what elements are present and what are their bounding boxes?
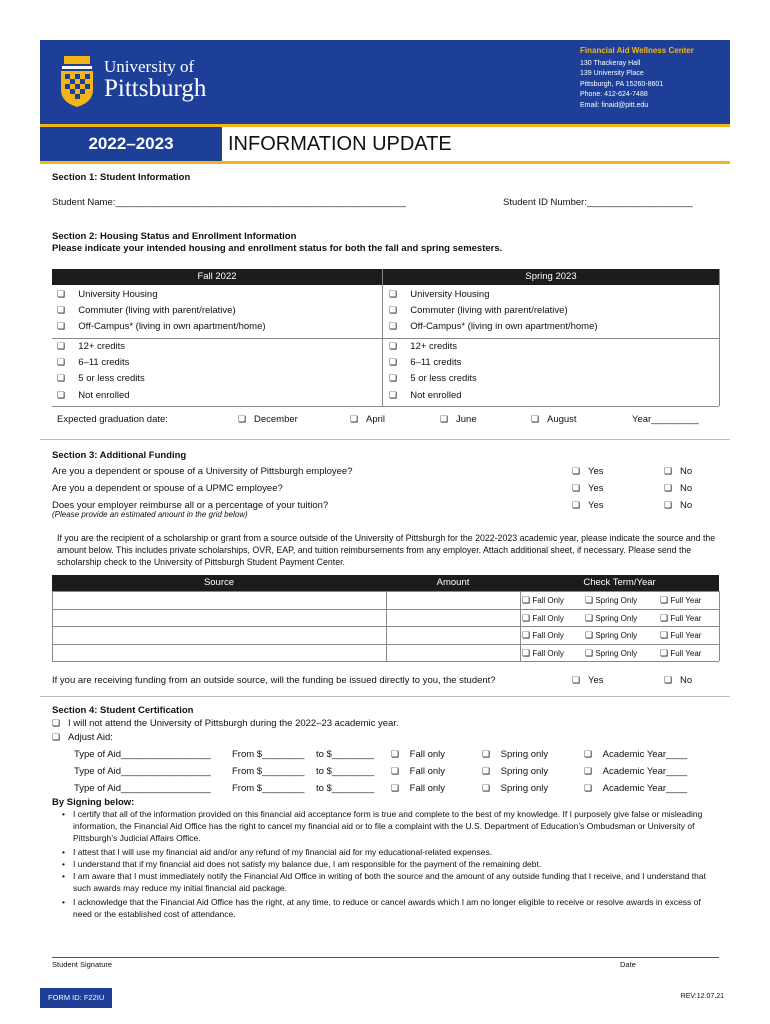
term-option[interactable]	[660, 613, 701, 624]
aid-spring-label: Spring only	[500, 749, 549, 760]
yes-label: Yes	[588, 483, 604, 494]
source-cell[interactable]	[53, 627, 386, 643]
aid-academic-option[interactable]	[584, 749, 687, 760]
section4-title: Section 4: Student Certification	[52, 705, 194, 716]
checkbox-icon: ❏	[57, 390, 66, 400]
fall-housing-label: University Housing	[78, 289, 158, 300]
term-option[interactable]	[585, 630, 637, 641]
direct-yes[interactable]	[572, 675, 604, 686]
student-id-field[interactable]: Student ID Number:____________________	[503, 197, 693, 208]
bullet-icon: •	[62, 859, 65, 869]
certification-bullet: I understand that if my financial aid does not satisfy my balance due, I am responsible for the payment of the remaining debt.	[73, 859, 542, 869]
term-label: Fall Only	[532, 596, 564, 605]
aid-fall-option[interactable]	[391, 749, 445, 760]
opt-adjust-aid[interactable]	[52, 732, 113, 743]
certification-bullet: I am aware that I must immediately notify the Financial Aid Office in writing of both the source and the amount of any outside funding that I receive, and I understand that such awards may reduce my initial financial aid package.	[73, 871, 706, 893]
revision: REV:12.07.21	[680, 993, 724, 1000]
spring-housing-label: University Housing	[410, 289, 490, 300]
checkbox-icon: ❏	[389, 321, 398, 331]
checkbox-icon: ❏	[57, 305, 66, 315]
form-id: FORM ID: F22IU	[40, 988, 112, 1008]
opt-not-attend[interactable]	[52, 718, 399, 729]
checkbox-icon: ❏	[350, 414, 359, 424]
q3-no[interactable]	[664, 500, 692, 511]
checkbox-icon: ❏	[52, 732, 61, 742]
checkbox-icon: ❏	[584, 783, 593, 793]
term-label: Full Year	[670, 649, 702, 658]
q3-yes[interactable]	[572, 500, 604, 511]
spring-credits-label: 5 or less credits	[410, 373, 477, 384]
spring-housing-option[interactable]	[389, 305, 568, 316]
grad-august[interactable]	[531, 414, 577, 425]
email: Email: finaid@pitt.edu	[580, 101, 649, 109]
term-option[interactable]	[585, 648, 637, 659]
yes-label: Yes	[588, 675, 604, 686]
q2-no[interactable]	[664, 483, 692, 494]
bullet-icon: •	[62, 871, 65, 881]
grad-year-field[interactable]: Year_________	[632, 414, 699, 425]
checkbox-icon: ❏	[522, 648, 531, 658]
checkbox-icon: ❏	[391, 783, 400, 793]
yes-label: Yes	[588, 500, 604, 511]
direct-funding-question: If you are receiving funding from an outside source, will the funding be issued directly to you, the student?	[52, 675, 496, 686]
fall-credits-option[interactable]	[57, 390, 130, 401]
col-term: Check Term/Year	[520, 575, 719, 591]
checkbox-icon: ❏	[238, 414, 247, 424]
fall-housing-label: Commuter (living with parent/relative)	[78, 305, 236, 316]
checkbox-icon: ❏	[572, 483, 581, 493]
no-label: No	[680, 483, 693, 494]
date-label: Date	[620, 960, 636, 969]
aid-academic-label: Academic Year____	[602, 749, 688, 760]
grad-june-label: June	[456, 414, 477, 425]
header-banner	[40, 40, 730, 124]
term-label: Fall Only	[532, 649, 564, 658]
fall-credits-option[interactable]	[57, 341, 125, 352]
spring-credits-option[interactable]	[389, 390, 462, 401]
checkbox-icon: ❏	[522, 630, 531, 640]
term-option[interactable]	[585, 595, 637, 606]
checkbox-icon: ❏	[660, 630, 669, 640]
col-amount: Amount	[386, 575, 520, 591]
term-label: Full Year	[670, 614, 702, 623]
checkbox-icon: ❏	[57, 341, 66, 351]
fall-credits-option[interactable]	[57, 357, 129, 368]
bullet-icon: •	[62, 809, 65, 819]
term-label: Full Year	[670, 631, 702, 640]
fall-header: Fall 2022	[52, 269, 382, 285]
gold-rule-2	[40, 161, 730, 164]
fall-housing-option[interactable]	[57, 305, 236, 316]
certification-bullet: I attest that I will use my financial aid and/or any refund of my financial aid for my educational-related expenses.	[73, 847, 493, 857]
university-seal-icon	[58, 54, 96, 108]
aid-spring-label: Spring only	[500, 766, 549, 777]
spring-housing-label: Commuter (living with parent/relative)	[410, 305, 568, 316]
term-option[interactable]	[660, 630, 701, 641]
term-label: Fall Only	[532, 631, 564, 640]
spring-header: Spring 2023	[383, 269, 719, 285]
checkbox-icon: ❏	[660, 613, 669, 623]
address-line3: Pittsburgh, PA 15260-8601	[580, 80, 664, 88]
term-label: Fall Only	[532, 614, 564, 623]
term-option[interactable]	[660, 595, 701, 606]
amount-cell[interactable]	[387, 592, 520, 608]
fall-credits-label: 5 or less credits	[78, 373, 145, 384]
q1-yes[interactable]	[572, 466, 604, 477]
aid-fall-label: Fall only	[409, 749, 446, 760]
spring-credits-label: 6–11 credits	[410, 357, 462, 368]
checkbox-icon: ❏	[585, 595, 594, 605]
checkbox-icon: ❏	[660, 648, 669, 658]
checkbox-icon: ❏	[664, 466, 673, 476]
term-option[interactable]	[522, 630, 564, 641]
type-of-aid-field[interactable]: Type of Aid_________________	[74, 783, 211, 794]
signature-label: Student Signature	[52, 960, 113, 969]
checkbox-icon: ❏	[522, 613, 531, 623]
checkbox-icon: ❏	[584, 766, 593, 776]
q3-note: (Please provide an estimated amount in the grid below)	[52, 510, 248, 519]
checkbox-icon: ❏	[664, 500, 673, 510]
q1-no[interactable]	[664, 466, 692, 477]
checkbox-icon: ❏	[572, 466, 581, 476]
checkbox-icon: ❏	[585, 630, 594, 640]
section1-title: Section 1: Student Information	[52, 172, 191, 183]
checkbox-icon: ❏	[391, 766, 400, 776]
term-label: Spring Only	[595, 596, 638, 605]
yes-label: Yes	[588, 466, 604, 477]
source-cell[interactable]	[53, 645, 386, 661]
q2-yes[interactable]	[572, 483, 604, 494]
term-option[interactable]	[660, 648, 701, 659]
to-amount-field[interactable]: to $________	[316, 749, 375, 760]
spring-credits-option[interactable]	[389, 341, 457, 352]
checkbox-icon: ❏	[389, 341, 398, 351]
term-option[interactable]	[522, 648, 564, 659]
source-cell[interactable]	[53, 610, 386, 626]
spring-housing-option[interactable]	[389, 289, 489, 300]
spring-housing-option[interactable]	[389, 321, 598, 332]
university-logo	[104, 58, 206, 102]
checkbox-icon: ❏	[52, 718, 61, 728]
aid-academic-label: Academic Year____	[602, 783, 688, 794]
fall-credits-label: Not enrolled	[78, 390, 130, 401]
academic-year: 2022–2023	[40, 127, 222, 161]
checkbox-icon: ❏	[389, 390, 398, 400]
aid-academic-label: Academic Year____	[602, 766, 688, 777]
term-label: Spring Only	[595, 649, 638, 658]
form-title: INFORMATION UPDATE	[228, 133, 452, 155]
grad-april[interactable]	[350, 414, 385, 425]
checkbox-icon: ❏	[57, 321, 66, 331]
fall-credits-label: 12+ credits	[78, 341, 126, 352]
to-amount-field[interactable]: to $________	[316, 783, 375, 794]
aid-fall-option[interactable]	[391, 783, 445, 794]
opt-not-attend-label: I will not attend the University of Pittsburgh during the 2022–23 academic year.	[68, 718, 399, 729]
grad-june[interactable]	[440, 414, 477, 425]
aid-spring-option[interactable]	[482, 766, 548, 777]
term-option[interactable]	[522, 595, 564, 606]
direct-no[interactable]	[664, 675, 692, 686]
term-label: Spring Only	[595, 631, 638, 640]
grad-august-label: August	[547, 414, 577, 425]
certification-bullet: I certify that all of the information provided on this financial aid acceptance form is true and complete to the best of my knowledge. If I purposely give false or misleading information, the Financial Aid Office has the right to cancel my financial aid or to file a complaint with the U.S. Department of Education’s Ombudsman or University of Pittsburgh’s Judicial Affairs Office.	[73, 809, 703, 843]
phone: Phone: 412-624-7488	[580, 91, 648, 98]
checkbox-icon: ❏	[389, 289, 398, 299]
term-option[interactable]	[585, 613, 637, 624]
aid-spring-option[interactable]	[482, 749, 548, 760]
checkbox-icon: ❏	[585, 648, 594, 658]
checkbox-icon: ❏	[57, 289, 66, 299]
outside-funding-paragraph: If you are the recipient of a scholarship or grant from a source outside of the University of Pittsburgh for the 2022-2023 academic year, please indicate the source and the amount below. This includes private scholarships, OVR, EAP, and tuition reimbursements from any employer. Attach additional sheet, if necessary. Please send the scholarship check to the University of Pittsburgh Student Payment Center.	[57, 533, 716, 567]
checkbox-icon: ❏	[391, 749, 400, 759]
address-line1: 130 Thackeray Hall	[580, 59, 641, 67]
to-amount-field[interactable]: to $________	[316, 766, 375, 777]
type-of-aid-field[interactable]: Type of Aid_________________	[74, 766, 211, 777]
checkbox-icon: ❏	[585, 613, 594, 623]
amount-cell[interactable]	[387, 610, 520, 626]
question-q3: Does your employer reimburse all or a percentage of your tuition?	[52, 500, 329, 511]
checkbox-icon: ❏	[664, 675, 673, 685]
aid-academic-option[interactable]	[584, 766, 687, 777]
spring-credits-option[interactable]	[389, 357, 461, 368]
section2-title: Section 2: Housing Status and Enrollment Information	[52, 231, 297, 242]
no-label: No	[680, 466, 693, 477]
fall-credits-option[interactable]	[57, 373, 145, 384]
fall-credits-label: 6–11 credits	[78, 357, 130, 368]
from-amount-field[interactable]: From $________	[232, 766, 305, 777]
aid-fall-label: Fall only	[409, 766, 446, 777]
checkbox-icon: ❏	[389, 305, 398, 315]
aid-spring-option[interactable]	[482, 783, 548, 794]
logo-line1: University of	[104, 57, 195, 76]
address-line2: 139 University Place	[580, 70, 644, 77]
grad-april-label: April	[366, 414, 386, 425]
checkbox-icon: ❏	[531, 414, 540, 424]
checkbox-icon: ❏	[482, 783, 491, 793]
section2-subtitle: Please indicate your intended housing and enrollment status for both the fall and spring semesters.	[52, 243, 503, 254]
aid-spring-label: Spring only	[500, 783, 549, 794]
logo-line2: Pittsburgh	[104, 75, 207, 102]
opt-adjust-aid-label: Adjust Aid:	[68, 732, 113, 743]
from-amount-field[interactable]: From $________	[232, 749, 305, 760]
checkbox-icon: ❏	[660, 595, 669, 605]
aid-academic-option[interactable]	[584, 783, 687, 794]
office-name: Financial Aid Wellness Center	[580, 46, 694, 55]
spring-credits-option[interactable]	[389, 373, 477, 384]
checkbox-icon: ❏	[440, 414, 449, 424]
no-label: No	[680, 675, 693, 686]
question-q1: Are you a dependent or spouse of a University of Pittsburgh employee?	[52, 466, 353, 477]
term-label: Full Year	[670, 596, 702, 605]
checkbox-icon: ❏	[389, 357, 398, 367]
bullet-icon: •	[62, 897, 65, 907]
type-of-aid-field[interactable]: Type of Aid_________________	[74, 749, 211, 760]
aid-fall-option[interactable]	[391, 766, 445, 777]
spring-credits-label: 12+ credits	[410, 341, 458, 352]
checkbox-icon: ❏	[389, 373, 398, 383]
aid-fall-label: Fall only	[409, 783, 446, 794]
checkbox-icon: ❏	[572, 675, 581, 685]
source-cell[interactable]	[53, 592, 386, 608]
spring-housing-label: Off-Campus* (living in own apartment/home)	[410, 321, 598, 332]
term-option[interactable]	[522, 613, 564, 624]
checkbox-icon: ❏	[664, 483, 673, 493]
grad-december[interactable]	[238, 414, 298, 425]
certification-bullet: I acknowledge that the Financial Aid Office has the right, at any time, to reduce or cancel awards which I am no longer eligible to receive or resolve awards in excess of need or the established cost of attendance.	[73, 897, 701, 919]
question-q2: Are you a dependent or spouse of a UPMC employee?	[52, 483, 283, 494]
from-amount-field[interactable]: From $________	[232, 783, 305, 794]
no-label: No	[680, 500, 693, 511]
fall-housing-option[interactable]	[57, 321, 266, 332]
student-name-field[interactable]: Student Name:_______________________________________________________	[52, 197, 406, 208]
checkbox-icon: ❏	[57, 357, 66, 367]
amount-cell[interactable]	[387, 645, 520, 661]
checkbox-icon: ❏	[584, 749, 593, 759]
checkbox-icon: ❏	[522, 595, 531, 605]
bullet-icon: •	[62, 847, 65, 857]
grad-december-label: December	[254, 414, 298, 425]
fall-housing-label: Off-Campus* (living in own apartment/home)	[78, 321, 266, 332]
col-source: Source	[52, 575, 386, 591]
amount-cell[interactable]	[387, 627, 520, 643]
fall-housing-option[interactable]	[57, 289, 157, 300]
checkbox-icon: ❏	[57, 373, 66, 383]
spring-credits-label: Not enrolled	[410, 390, 462, 401]
checkbox-icon: ❏	[572, 500, 581, 510]
contact-block	[580, 46, 720, 111]
section3-title: Section 3: Additional Funding	[52, 450, 187, 461]
graduation-label: Expected graduation date:	[57, 414, 168, 425]
term-label: Spring Only	[595, 614, 638, 623]
signing-title: By Signing below:	[52, 797, 135, 808]
checkbox-icon: ❏	[482, 749, 491, 759]
checkbox-icon: ❏	[482, 766, 491, 776]
